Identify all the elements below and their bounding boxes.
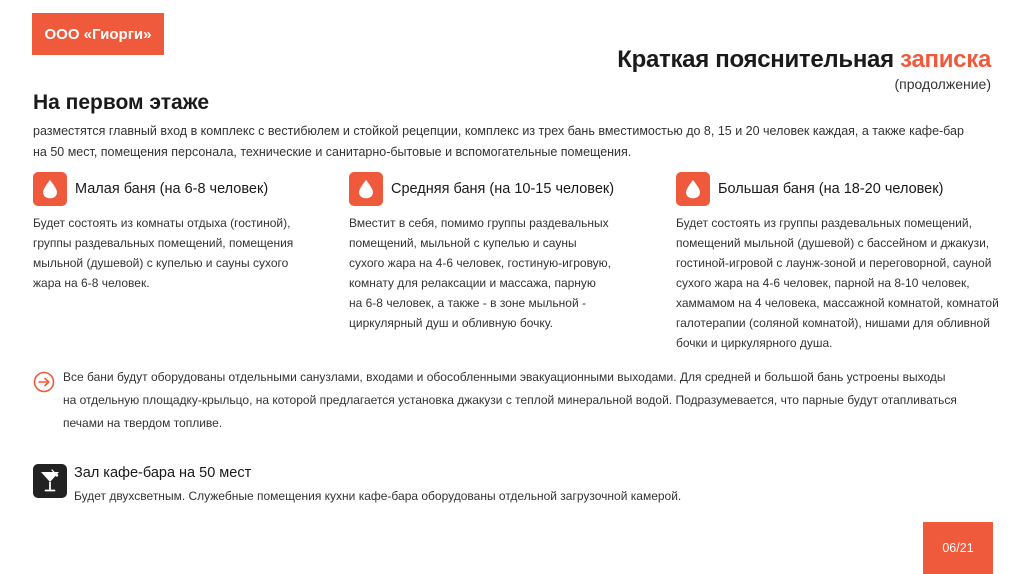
bath-large-header (676, 172, 976, 206)
title-block (617, 46, 991, 92)
page-number (923, 522, 993, 574)
bath-medium (349, 172, 649, 333)
bath-small-title: Малая баня (на 6-8 человек) (75, 181, 269, 197)
bath-large-description (676, 213, 999, 353)
water-drop-icon (676, 172, 710, 206)
floor-heading: На первом этаже (33, 91, 209, 114)
arrow-right-circle-icon (33, 371, 55, 393)
bath-description-line: помещений мыльной (душевой) с бассейном и джакузи, (676, 236, 990, 250)
page-title-main: Краткая пояснительная (617, 46, 894, 73)
bath-medium-description (349, 213, 649, 333)
cafe-bar-title: Зал кафе-бара на 50 мест (74, 465, 252, 481)
bath-note (33, 366, 993, 435)
bath-medium-header (349, 172, 649, 206)
note-line: печами на твердом топливе. (63, 416, 223, 430)
bath-description-line: Будет состоять из группы раздевальных помещений, (676, 216, 972, 230)
bath-medium-title: Средняя баня (на 10-15 человек) (391, 181, 615, 197)
bath-description-line: хаммамом на 4 человека, массажной комнатой, комнатой (676, 296, 999, 310)
bath-description-line: галотерапии (соляной комнатой), нишами для обливной (676, 316, 990, 330)
note-line: на отдельную площадку-крыльцо, на которой предлагается установка джакузи с теплой минеральной водой. Подразумевается, что парные будут отапливаться (63, 393, 957, 407)
company-badge (32, 13, 164, 55)
bath-note-text (63, 366, 993, 435)
cafe-bar-description: Будет двухсветным. Служебные помещения кухни кафе-бара оборудованы отдельной загрузочной камерой. (74, 489, 682, 503)
floor-description-line: на 50 мест, помещения персонала, технические и санитарно-бытовые и вспомогательные помещения. (33, 145, 632, 159)
floor-description-line: разместятся главный вход в комплекс с вестибюлем и стойкой рецепции, комплекс из трех бань вместимостью до 8, 15 и 20 человек каждая, а также кафе-бар (33, 124, 964, 138)
bath-large (676, 172, 999, 353)
water-drop-icon (33, 172, 67, 206)
bath-small-header (33, 172, 333, 206)
bath-description-line: жара на 6-8 человек. (33, 276, 150, 290)
page-number-label: 06/21 (942, 541, 974, 555)
bath-description-line: помещений, мыльной с купелью и сауны (349, 236, 577, 250)
floor-description (33, 121, 993, 163)
bath-description-line: сухого жара на 4-6 человек, парной на 8-10 человек, (676, 276, 970, 290)
bath-small (33, 172, 333, 293)
bath-description-line: Вместит в себя, помимо группы раздевальных (349, 216, 609, 230)
bath-description-line: сухого жара на 4-6 человек, гостиную-игровую, (349, 256, 612, 270)
bath-description-line: гостиной-игровой с лаунж-зоной и переговорной, сауной (676, 256, 992, 270)
cocktail-glass-icon (33, 464, 67, 498)
bath-description-line: циркулярный душ и обливную бочку. (349, 316, 553, 330)
page-title-accent: записка (900, 46, 991, 73)
bath-small-description (33, 213, 333, 293)
bath-large-title: Большая баня (на 18-20 человек) (718, 181, 944, 197)
bath-description-line: мыльной (душевой) с купелью и сауны сухого (33, 256, 289, 270)
water-drop-icon (349, 172, 383, 206)
bath-description-line: на 6-8 человек, а также - в зоне мыльной - (349, 296, 586, 310)
company-name: ООО «Гиорги» (44, 25, 152, 43)
note-line: Все бани будут оборудованы отдельными санузлами, входами и обособленными эвакуационными выходами. Для средней и большой бань устроены выходы (63, 370, 946, 384)
bath-description-line: бочки и циркулярного душа. (676, 336, 833, 350)
page-subtitle: (продолжение) (894, 76, 991, 92)
bath-description-line: группы раздевальных помещений, помещения (33, 236, 294, 250)
bath-description-line: Будет состоять из комнаты отдыха (гостиной), (33, 216, 291, 230)
bath-description-line: комнату для релаксации и массажа, парную (349, 276, 596, 290)
page-title (617, 46, 991, 74)
